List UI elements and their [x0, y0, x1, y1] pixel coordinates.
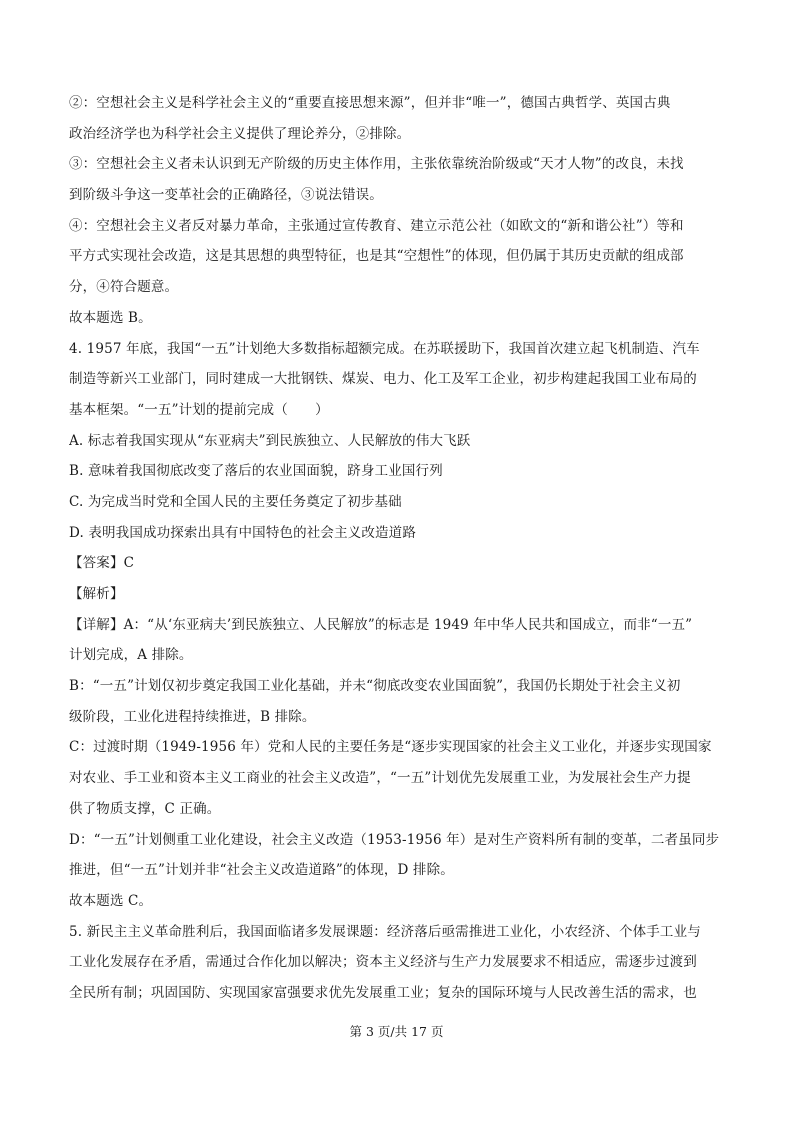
question-4-stem: 制造等新兴工业部门，同时建成一大批钢铁、煤炭、电力、化工及军工企业，初步构建起我国工业布局的 — [69, 371, 697, 388]
text-line: 【详解】A：“从‘东亚病夫’到民族独立、人民解放”的标志是 1949 年中华人民共和国成立，而非“一五” — [69, 616, 693, 633]
option-b: B. 意味着我国彻底改变了落后的农业国面貌，跻身工业国行列 — [69, 463, 443, 480]
text-line: B：“一五”计划仅初步奠定我国工业化基础，并未“彻底改变农业国面貌”，我国仍长期处于社会主义初 — [69, 678, 681, 695]
text-line: 推进，但“一五”计划并非“社会主义改造道路”的体现，D 排除。 — [69, 862, 454, 879]
text-line: 政治经济学也为科学社会主义提供了理论养分，②排除。 — [69, 125, 411, 142]
question-4-stem: 4. 1957 年底，我国“一五”计划绝大多数指标超额完成。在苏联援助下，我国首次建立起飞机制造、汽车 — [69, 340, 700, 357]
question-5-stem: 5. 新民主主义革命胜利后，我国面临诸多发展课题：经济落后亟需推进工业化，小农经济、个体手工业与 — [69, 923, 701, 940]
option-a: A. 标志着我国实现从“东亚病夫”到民族独立、人民解放的伟大飞跃 — [69, 432, 471, 449]
text-line: 到阶级斗争这一变革社会的正确路径，③说法错误。 — [69, 187, 383, 204]
text-line: 平方式实现社会改造，这是其思想的典型特征，也是其“空想性”的体现，但仍属于其历史贡献的组成部 — [69, 248, 684, 265]
conclusion-line: 故本题选 C。 — [69, 892, 153, 909]
analysis-label: 【解析】 — [69, 586, 124, 602]
text-line: 级阶段，工业化进程持续推进，B 排除。 — [69, 708, 316, 725]
text-line: ④：空想社会主义者反对暴力革命，主张通过宣传教育、建立示范公社（如欧文的“新和谐公社”）等和 — [69, 217, 684, 234]
text-line: 供了物质支撑，C 正确。 — [69, 800, 221, 817]
option-c: C. 为完成当时党和全国人民的主要任务奠定了初步基础 — [69, 493, 402, 510]
conclusion-line: 故本题选 B。 — [69, 309, 152, 326]
question-5-stem: 工业化发展存在矛盾，需通过合作化加以解决；资本主义经济与生产力发展要求不相适应，需逐步过渡到 — [69, 954, 697, 971]
text-line: 分，④符合题意。 — [69, 279, 179, 296]
option-d: D. 表明我国成功探索出具有中国特色的社会主义改造道路 — [69, 524, 416, 541]
question-5-stem: 全民所有制；巩固国防、实现国家富强要求优先发展重工业；复杂的国际环境与人民改善生活的需求，也 — [69, 984, 697, 1001]
text-line: C：过渡时期（1949-1956 年）党和人民的主要任务是“逐步实现国家的社会主义工业化，并逐步实现国家 — [69, 739, 712, 756]
answer-label: 【答案】C — [69, 555, 135, 572]
page-number: 第 3 页/共 17 页 — [349, 1024, 444, 1039]
text-line: D：“一五”计划侧重工业化建设，社会主义改造（1953-1956 年）是对生产资料所有制的变革，二者虽同步 — [69, 831, 720, 848]
text-line: 计划完成，A 排除。 — [69, 647, 193, 664]
text-line: ③：空想社会主义者未认识到无产阶级的历史主体作用，主张依靠统治阶级或“天才人物”的改良，未找 — [69, 156, 684, 173]
text-line: ②：空想社会主义是科学社会主义的“重要直接思想来源”，但并非“唯一”，德国古典哲学、英国古典 — [69, 95, 671, 111]
text-line: 对农业、手工业和资本主义工商业的社会主义改造”，“一五”计划优先发展重工业，为发展社会生产力提 — [69, 770, 691, 787]
question-4-stem: 基本框架。“一五”计划的提前完成（ ） — [69, 401, 329, 418]
document-body — [69, 88, 733, 1009]
